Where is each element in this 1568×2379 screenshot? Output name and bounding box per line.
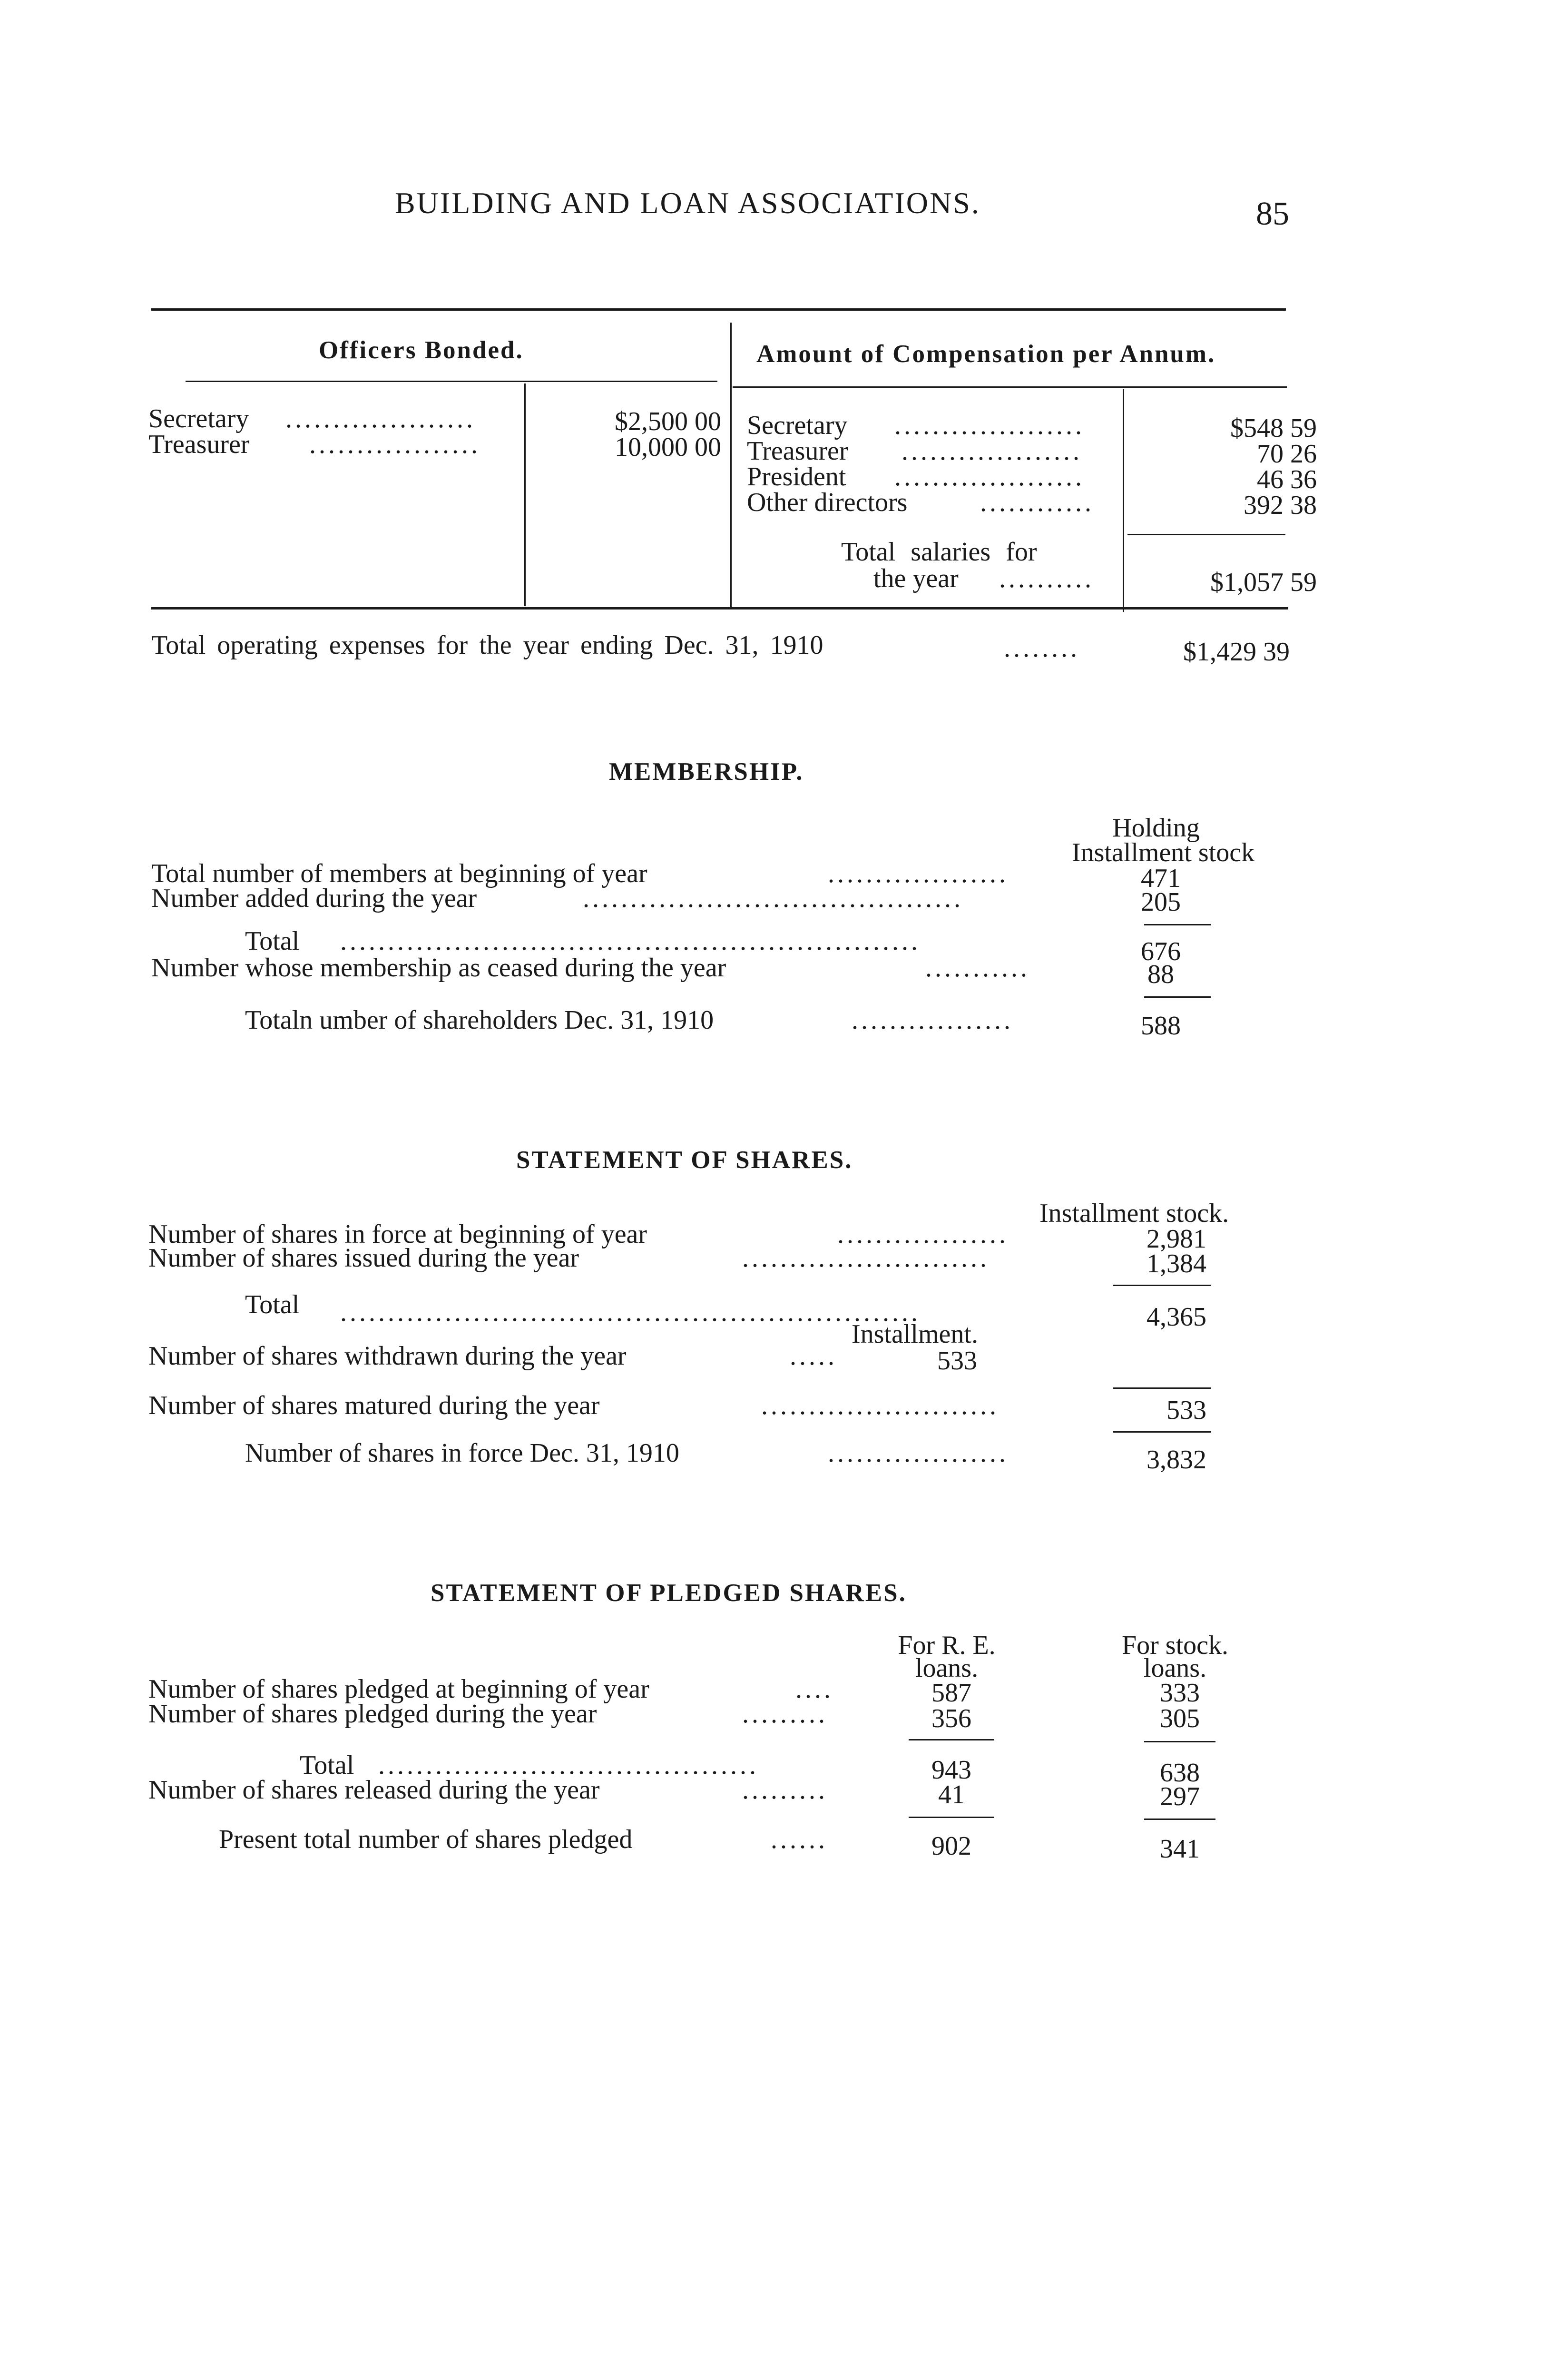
comp-amount-secretary: $548 59	[1230, 413, 1317, 443]
compensation-amount-divider	[1123, 389, 1124, 612]
pledged-row-label: Total	[300, 1750, 354, 1780]
pledged-row-v2: 305	[1160, 1704, 1200, 1733]
comp-subtotal-rule	[1127, 534, 1285, 535]
pledged-col1-header-2: loans.	[915, 1653, 979, 1683]
pledged-row-label: Number of shares released during the year	[148, 1775, 600, 1805]
membership-row-label: Total number of members at beginning of year	[151, 859, 647, 888]
pledged-row-v2: 297	[1160, 1782, 1200, 1811]
membership-row-label: Totaln umber of shareholders Dec. 31, 1910	[245, 1005, 714, 1035]
shares-heading: STATEMENT OF SHARES.	[516, 1146, 853, 1174]
membership-leader: .................	[852, 1007, 1013, 1033]
shares-leader: ..........................	[742, 1245, 990, 1271]
membership-final-rule	[1144, 996, 1211, 998]
shares-leader: ..................	[837, 1221, 1009, 1248]
bonded-amount-secretary: $2,500 00	[615, 407, 721, 436]
table-center-divider	[730, 323, 732, 607]
pledged-col1-header-1: For R. E.	[898, 1631, 996, 1660]
pledged-leader: .........	[742, 1777, 828, 1803]
pledged-final-rule-2	[1144, 1819, 1215, 1820]
pledged-row-v1: 356	[931, 1704, 971, 1733]
shares-matured-rule	[1113, 1387, 1211, 1389]
pledged-row-label: Present total number of shares pledged	[219, 1825, 633, 1854]
membership-row-value: 588	[1141, 1011, 1181, 1041]
pledged-total-rule-2	[1144, 1741, 1215, 1742]
bonded-leader: ..................	[309, 431, 480, 458]
comp-amount-president: 46 36	[1257, 465, 1317, 494]
comp-leader: ....................	[894, 412, 1085, 439]
bonded-amount-divider	[524, 383, 526, 606]
table-top-rule	[151, 308, 1286, 311]
operating-expenses-amount: $1,429 39	[1183, 637, 1290, 667]
comp-amount-treasurer: 70 26	[1257, 439, 1317, 469]
running-header-title: BUILDING AND LOAN ASSOCIATIONS.	[395, 186, 980, 220]
shares-row-value: 533	[1166, 1396, 1206, 1425]
pledged-leader: ......	[771, 1826, 828, 1853]
shares-row-value: 4,365	[1147, 1302, 1206, 1332]
membership-leader: .............................................................	[340, 928, 921, 954]
total-salaries-leader: ..........	[999, 565, 1094, 592]
shares-row-value: 2,981	[1147, 1224, 1206, 1254]
bonded-label-secretary: Secretary	[148, 404, 249, 433]
pledged-row-v1: 587	[931, 1678, 971, 1708]
shares-leader: ...................	[828, 1440, 1009, 1466]
shares-row-label: Number of shares in force Dec. 31, 1910	[245, 1438, 679, 1468]
shares-row-value: 1,384	[1147, 1249, 1206, 1278]
membership-row-value: 205	[1141, 887, 1181, 917]
pledged-row-v2: 333	[1160, 1678, 1200, 1708]
pledged-row-v1: 902	[931, 1831, 971, 1861]
comp-leader: ............	[980, 489, 1094, 516]
total-salaries-line1: Total salaries for	[841, 537, 1037, 567]
total-salaries-line2: the year	[873, 564, 959, 593]
pledged-row-v1: 41	[938, 1780, 965, 1809]
compensation-heading: Amount of Compensation per Annum.	[756, 340, 1216, 368]
operating-expenses-label: Total operating expenses for the year ending Dec. 31, 1910	[151, 630, 823, 660]
shares-row-label: Number of shares in force at beginning of year	[148, 1219, 647, 1249]
pledged-row-v2: 341	[1160, 1834, 1200, 1864]
membership-row-value: 88	[1147, 960, 1174, 989]
shares-row-label: Number of shares matured during the year	[148, 1391, 600, 1420]
comp-label-president: President	[747, 462, 846, 492]
operating-expenses-leader: ........	[1004, 635, 1080, 661]
comp-leader: ....................	[894, 463, 1085, 490]
pledged-leader: ....	[795, 1676, 833, 1702]
pledged-final-rule-1	[909, 1817, 994, 1818]
bonded-heading-rule	[186, 381, 717, 382]
shares-leader: .....	[790, 1343, 837, 1369]
membership-leader: ...........	[925, 954, 1030, 981]
shares-row-value: 3,832	[1147, 1445, 1206, 1475]
pledged-row-v2: 638	[1160, 1758, 1200, 1788]
bonded-leader: ....................	[285, 405, 476, 432]
page-number: 85	[1256, 196, 1289, 232]
membership-row-label: Total	[245, 926, 300, 956]
membership-row-value: 471	[1141, 864, 1181, 893]
pledged-row-label: Number of shares pledged at beginning of year	[148, 1674, 649, 1704]
membership-row-label: Number whose membership as ceased during the year	[151, 953, 726, 983]
pledged-col2-header-1: For stock.	[1122, 1631, 1228, 1660]
table-bottom-rule	[151, 607, 1288, 609]
membership-col-header-1: Holding	[1112, 813, 1200, 843]
shares-row-label: Total	[245, 1290, 300, 1319]
membership-row-value: 676	[1141, 937, 1181, 966]
comp-amount-other-directors: 392 38	[1244, 491, 1317, 520]
membership-total-rule	[1144, 924, 1211, 925]
total-salaries-amount: $1,057 59	[1210, 568, 1317, 597]
membership-row-label: Number added during the year	[151, 884, 477, 913]
shares-leader: .........................	[761, 1392, 999, 1419]
shares-col-header: Installment stock.	[1039, 1199, 1229, 1228]
pledged-row-label: Number of shares pledged during the year	[148, 1699, 597, 1729]
shares-row-value: 533	[937, 1346, 977, 1376]
bonded-label-treasurer: Treasurer	[148, 430, 250, 459]
pledged-col2-header-2: loans.	[1143, 1653, 1207, 1683]
pledged-leader: .........	[742, 1701, 828, 1727]
compensation-heading-rule	[733, 386, 1287, 388]
membership-col-header-2: Installment stock	[1071, 838, 1255, 867]
shares-leader: .............................................................	[340, 1299, 921, 1326]
comp-label-treasurer: Treasurer	[747, 436, 848, 466]
membership-heading: MEMBERSHIP.	[609, 758, 804, 786]
membership-leader: ...................	[828, 860, 1009, 887]
bonded-amount-treasurer: 10,000 00	[615, 433, 721, 462]
pledged-total-rule-1	[909, 1739, 994, 1740]
pledged-leader: ........................................	[378, 1752, 759, 1779]
comp-label-secretary: Secretary	[747, 411, 848, 440]
pledged-heading: STATEMENT OF PLEDGED SHARES.	[431, 1579, 907, 1607]
shares-sub-header: Installment.	[852, 1319, 978, 1349]
shares-final-rule	[1113, 1431, 1211, 1433]
officers-bonded-heading: Officers Bonded.	[319, 336, 524, 364]
shares-row-label: Number of shares withdrawn during the year	[148, 1341, 627, 1371]
pledged-row-v1: 943	[931, 1755, 971, 1785]
membership-leader: ........................................	[583, 885, 963, 912]
shares-row-label: Number of shares issued during the year	[148, 1243, 579, 1273]
comp-label-other-directors: Other directors	[747, 488, 908, 517]
comp-leader: ...................	[902, 438, 1082, 464]
shares-total-rule	[1113, 1285, 1211, 1286]
